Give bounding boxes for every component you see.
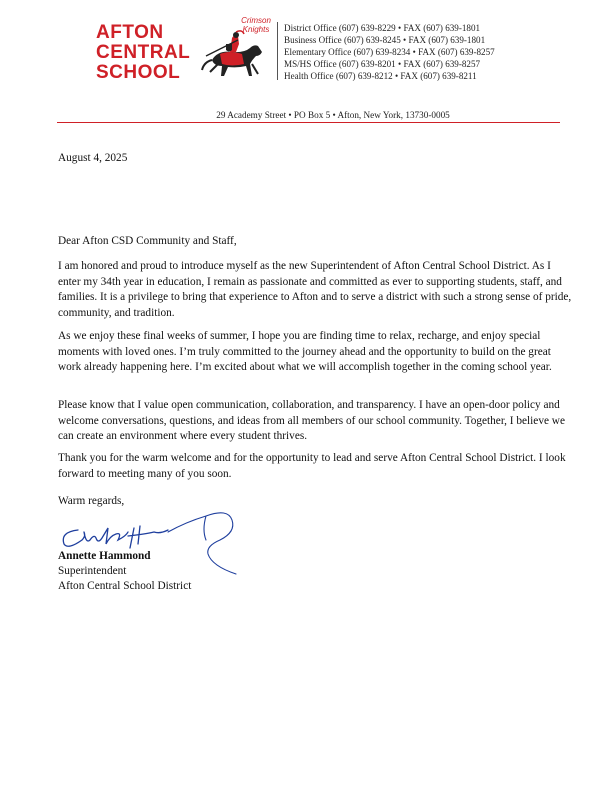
office-line: District Office (607) 639-8229 • FAX (607) 639-1801 xyxy=(284,23,481,33)
mascot-line-2: Knights xyxy=(242,25,270,34)
letter-closing: Warm regards, xyxy=(58,495,125,507)
signer-organization: Afton Central School District xyxy=(58,580,192,592)
header-divider xyxy=(277,22,278,80)
school-name-line-2: CENTRAL xyxy=(96,42,191,63)
signer-title: Superintendent xyxy=(58,565,127,577)
letterhead-rule xyxy=(57,122,560,123)
office-line: Elementary Office (607) 639-8234 • FAX (607) 639-8257 xyxy=(284,47,495,58)
letter-paragraph: Thank you for the warm welcome and for the opportunity to lead and serve Afton Central School District. I look forward to meeting many of you soon. xyxy=(58,452,566,480)
office-contacts xyxy=(284,22,495,82)
office-line: Business Office (607) 639-8245 • FAX (607) 639-1801 xyxy=(284,35,486,46)
school-name-line-3: SCHOOL xyxy=(96,62,181,83)
knight-on-horse-icon xyxy=(198,30,270,82)
school-address: 29 Academy Street • PO Box 5 • Afton, New York, 13730-0005 xyxy=(216,110,450,120)
office-line: Health Office (607) 639-8212 • FAX (607) 639-8211 xyxy=(284,71,477,82)
letter-salutation: Dear Afton CSD Community and Staff, xyxy=(58,235,237,247)
school-name-line-1: AFTON xyxy=(96,22,164,43)
mascot-line-1: Crimson xyxy=(241,16,271,25)
letter-paragraph: Please know that I value open communication, collaboration, and transparency. I have an open-door policy and welcome conversations, questions, and ideas from all members of our school community. Together, I believe we can create an environment where every student thrives. xyxy=(58,399,565,442)
letter-paragraph: As we enjoy these final weeks of summer, I hope you are finding time to relax, recharge, and enjoy special moments with loved ones. I’m truly committed to the journey ahead and the opportunity to build on the great work already happening here. I’m excited about what we will accomplish together in the coming school year. xyxy=(58,330,552,373)
letter-paragraph: I am honored and proud to introduce myself as the new Superintendent of Afton Central School District. As I enter my 34th year in education, I remain as passionate and committed as ever to supporting students, staff, and families. It is a privilege to bring that experience to Afton and to serve a district with such a strong sense of pride, community, and tradition. xyxy=(58,260,572,319)
office-line: MS/HS Office (607) 639-8201 • FAX (607) 639-8257 xyxy=(284,59,481,70)
school-name-logo xyxy=(96,23,190,83)
signer-name: Annette Hammond xyxy=(58,550,151,562)
letter-date: August 4, 2025 xyxy=(58,152,128,164)
